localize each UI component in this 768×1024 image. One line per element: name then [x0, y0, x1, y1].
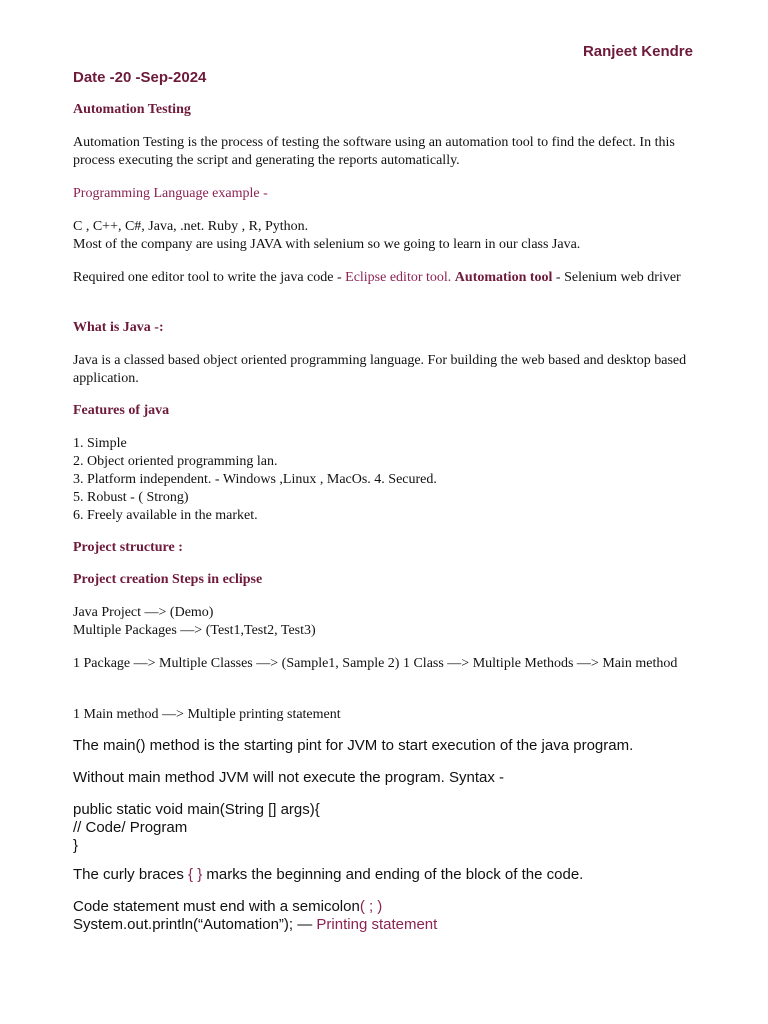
steps-line-main-method: 1 Main method —> Multiple printing statement [73, 707, 341, 722]
steps-line-project: Java Project —> (Demo) [73, 605, 214, 620]
steps-line-classes: 1 Package —> Multiple Classes —> (Sample1, Sample 2) 1 Class —> Multiple Methods —> Main method [73, 656, 678, 671]
println-line [73, 916, 703, 934]
editor-tool-paragraph [73, 269, 703, 287]
automation-tool-label: Automation tool [454, 270, 553, 285]
without-main-text: Without main method JVM will not execute the program. Syntax - [73, 769, 505, 786]
eclipse-editor-highlight: Eclipse editor tool. [345, 270, 455, 285]
languages-line: C , C++, C#, Java, .net. Ruby , R, Python. [73, 219, 309, 234]
heading-automation-testing: Automation Testing [73, 102, 191, 117]
curly-braces-paragraph [73, 866, 703, 884]
company-line: Most of the company are using JAVA with selenium so we going to learn in our class Java. [73, 237, 581, 252]
main-method-description: The main() method is the starting pint for JVM to start execution of the java program. [73, 737, 634, 754]
heading-programming-language: Programming Language example - [73, 186, 268, 201]
features-list [73, 435, 703, 525]
semicolon-highlight: ( ; ) [359, 898, 383, 915]
semicolon-block [73, 898, 703, 934]
heading-project-steps: Project creation Steps in eclipse [73, 572, 263, 587]
braces-text: The curly braces [73, 866, 189, 883]
list-item: 3. Platform independent. - Windows ,Linux , MacOs. 4. Secured. [73, 472, 437, 487]
heading-features: Features of java [73, 403, 170, 418]
code-line: public static void main(String [] args){ [73, 801, 320, 818]
semicolon-line [73, 898, 703, 916]
heading-project-structure: Project structure : [73, 540, 183, 555]
author-name: Ranjeet Kendre [582, 43, 693, 60]
paragraph-java: Java is a classed based object oriented programming language. For building the web based and desktop based application. [73, 353, 687, 386]
selenium-text: - Selenium web driver [552, 270, 681, 285]
semicolon-text: Code statement must end with a semicolon [73, 898, 360, 915]
steps-line-packages: Multiple Packages —> (Test1,Test2, Test3) [73, 623, 316, 638]
code-line: } [73, 837, 79, 854]
languages-block [73, 218, 703, 254]
heading-what-is-java: What is Java -: [73, 320, 164, 335]
document-date: Date -20 -Sep-2024 [73, 69, 207, 86]
braces-highlight: { } [188, 866, 203, 883]
printing-statement-highlight: Printing statement [316, 916, 438, 933]
list-item: 5. Robust - ( Strong) [73, 490, 189, 505]
braces-text-end: marks the beginning and ending of the block of the code. [202, 866, 584, 883]
list-item: 2. Object oriented programming lan. [73, 454, 278, 469]
list-item: 1. Simple [73, 436, 127, 451]
println-code: System.out.println(“Automation”); — [73, 916, 317, 933]
list-item: 6. Freely available in the market. [73, 508, 258, 523]
project-steps-block [73, 604, 703, 640]
code-block [73, 801, 703, 855]
editor-text: Required one editor tool to write the java code - [73, 270, 346, 285]
paragraph-automation-testing: Automation Testing is the process of testing the software using an automation tool to find the defect. In this process executing the script and generating the reports automatically. [73, 135, 675, 168]
code-line: // Code/ Program [73, 819, 188, 836]
